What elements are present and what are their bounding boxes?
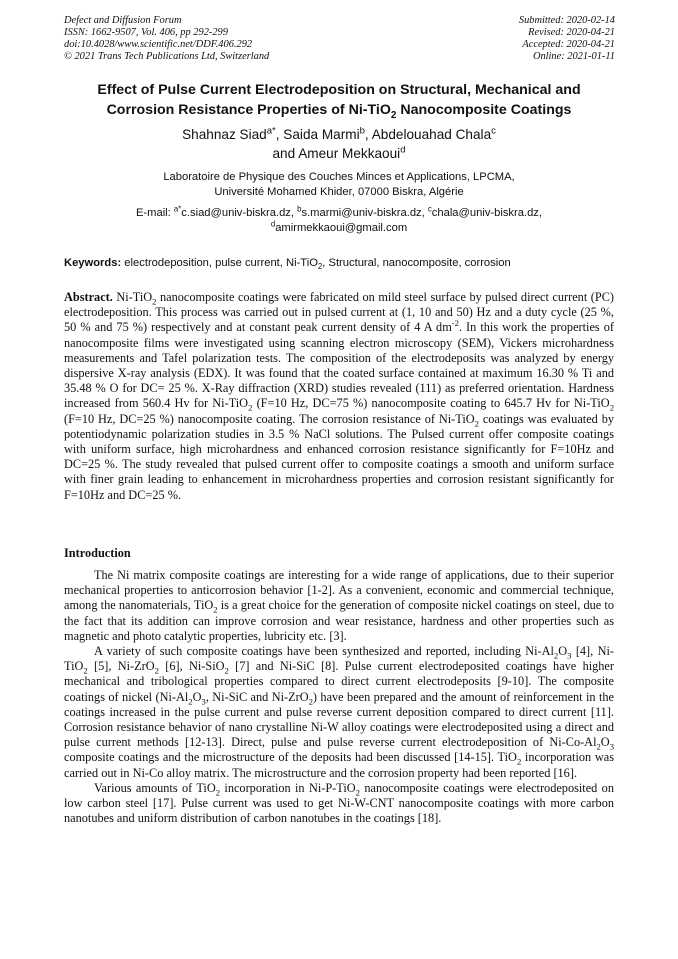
keywords-text: electrodeposition, pulse current, Ni-TiO (121, 257, 318, 269)
abstract-subscript: 2 (152, 296, 157, 307)
email-marker: d (270, 219, 276, 229)
paper-title (40, 80, 638, 120)
abstract-superscript: -2 (451, 318, 459, 329)
keywords (64, 256, 614, 270)
email-address[interactable]: amirmekkaoui@gmail.com (275, 222, 408, 234)
subscript: 2 (553, 650, 559, 661)
title-text: Nanocomposite Coatings (396, 102, 572, 118)
intro-paragraph-1 (64, 568, 614, 644)
email-address[interactable]: chala@univ-biskra.dz, (431, 207, 543, 219)
paragraph-text: O (558, 644, 568, 659)
title-line-1: Effect of Pulse Current Electrodeposition on Structural, Mechanical and (97, 82, 581, 98)
title-line-2 (40, 100, 638, 120)
email-label: E-mail: (135, 207, 174, 219)
subscript: 2 (224, 665, 229, 676)
paragraph-text: Various amounts of TiO (94, 780, 216, 795)
title-subscript: 2 (390, 109, 397, 121)
subscript: 3 (609, 741, 614, 752)
abstract (64, 290, 614, 503)
email-address[interactable]: s.marmi@univ-biskra.dz, (301, 207, 428, 219)
subscript: 2 (215, 787, 221, 798)
paragraph-text: [7] and Ni-SiC [8]. Pulse current electrodeposited coatings have higher mechanical and tribological properties compared to direct current electrodeposits [9-10]. The composite coatings of nickel (Ni-Al (64, 659, 614, 704)
paragraph-text: [6], Ni-SiO (158, 659, 225, 674)
abstract-text: coatings was evaluated by potentiodynamic polarization studies in 3.5 % NaCl solutions. The Pulsed current offer composite coatings with uniform surface, high microhardness and enhanced corrosion resistance significantly for F=10Hz and DC=25 %. The study revealed that pulsed current offer to composite coatings a smooth and uniform surface with finer grain leading to enhancement in microhardness properties and corrosion resistant significantly for F=10Hz and DC=25 %. (64, 411, 614, 502)
abstract-text: nanocomposite coatings were fabricated on mild steel surface by pulsed direct current (PC) electrodeposition. This process was carried out in pulsed current at (1, 10 and 50) Hz and a duty cycle (25 %, 50 % and 75 %) respectively and at constant peak current density of 4 A dm (64, 290, 614, 335)
accepted-date: Accepted: 2020-04-21 (522, 39, 615, 50)
paragraph-text: [5], Ni-ZrO (87, 659, 155, 674)
abstract-text: (F=10 Hz, DC=25 %) nanocomposite coating. The corrosion resistance of Ni-TiO (64, 411, 475, 426)
author-line-1 (40, 125, 638, 144)
paragraph-text: incorporation in Ni-P-TiO (220, 780, 356, 795)
author-marker: a* (266, 125, 276, 137)
copyright-line: © 2021 Trans Tech Publications Ltd, Switzerland (64, 51, 270, 62)
author-name: , Saida Marmi (275, 127, 360, 142)
abstract-text: Ni-TiO (112, 290, 153, 304)
journal-name: Defect and Diffusion Forum (64, 15, 182, 26)
doi-line[interactable]: doi:10.4028/www.scientific.net/DDF.406.292 (64, 39, 253, 50)
paragraph-text: composite coatings and the microstructure of the deposits had been discussed [14-15]. TiO (64, 750, 517, 765)
submitted-date: Submitted: 2020-02-14 (518, 15, 615, 26)
issn-line: ISSN: 1662-9507, Vol. 406, pp 292-299 (64, 27, 228, 38)
subscript: 2 (308, 696, 313, 707)
intro-paragraph-2 (64, 644, 614, 781)
affiliation (40, 170, 638, 200)
paragraph-text: nanocomposite coatings were electrodeposited on low carbon steel [17]. Pulse current was used to get Ni-W-CNT nanocomposite coatings with more carbon nanotubes and uniform distribution of carbon nanotubes in the coatings [18]. (64, 780, 614, 826)
affiliation-line-2: Université Mohamed Khider, 07000 Biskra, Algérie (214, 186, 464, 198)
paragraph-text: ) have been prepared and the amount of reinforcement in the coatings increased in the pulse current and pulse reverse current deposition compared to direct current [11]. Corrosion resistance behavior of nano crystalline Ni-W alloy coatings were electrodeposited using a direct and pulse current methods [12-13]. Direct, pulse and pulse reverse current electrodeposition of Ni-Co-Al (64, 689, 615, 750)
subscript: 2 (154, 665, 159, 676)
introduction-heading: Introduction (64, 546, 131, 560)
subscript: 2 (213, 604, 218, 615)
abstract-text: . In this work the properties of nanocomposite films were investigated using scanning electron microscopy (SEM), Vickers microhardness measurements and Tafel polarization tests. The composition of the electrodeposits was analyzed by energy dispersive X-ray analysis (EDX). It was found that the coated surface contained at maximum 16.30 % Ti and 35.48 % O for DC= 25 %. X-Ray diffraction (XRD) studies revealed (111) as preferred orientation. Hardness increased from 560.4 Hv for Ni-TiO (64, 320, 614, 411)
email-marker: a* (173, 204, 182, 214)
author-marker: c (491, 125, 496, 137)
subscript: 3 (201, 696, 206, 707)
author-name: , Abdelouahad Chala (364, 127, 492, 142)
author-list (40, 125, 638, 163)
subscript: 2 (516, 756, 522, 767)
abstract-subscript: 2 (474, 418, 479, 429)
paragraph-text: A variety of such composite coatings have been synthesized and reported, including Ni-Al (94, 644, 554, 659)
abstract-subscript: 2 (248, 402, 253, 413)
paragraph-text: The Ni matrix composite coatings are interesting for a wide range of applications, due to their superior mechanical properties to anticorrosion behavior [1-2]. As a convenient, economic and commercial technique, among the nanomaterials, TiO (64, 568, 614, 613)
author-marker: b (359, 125, 365, 137)
title-text: Corrosion Resistance Properties of Ni-TiO (106, 102, 391, 118)
paragraph-text: O (192, 689, 202, 704)
paragraph-text: is a great choice for the generation of composite nickel coatings on steel, due to the fact that its addition can improve corrosion and wear resistance, hardness and other properties such as magnetic and photo catalytic properties, lubricity etc. [3]. (64, 598, 615, 643)
online-date: Online: 2021-01-11 (532, 51, 615, 62)
email-marker: c (427, 204, 432, 214)
paragraph-text: [4], Ni-TiO (64, 644, 614, 674)
abstract-label: Abstract. (64, 290, 113, 304)
dates-header (519, 15, 615, 63)
subscript: 2 (83, 665, 88, 676)
subscript: 2 (355, 787, 360, 798)
author-line-2 (40, 144, 638, 163)
subscript: 2 (188, 696, 193, 707)
email-block (40, 206, 638, 236)
email-address[interactable]: c.siad@univ-biskra.dz, (181, 207, 298, 219)
author-name: and Ameur Mekkaoui (272, 146, 401, 161)
journal-header (64, 15, 269, 63)
paragraph-text: , Ni-SiC and Ni-ZrO (205, 689, 309, 704)
email-marker: b (297, 204, 302, 214)
email-line-1 (40, 206, 638, 221)
author-marker: d (400, 144, 406, 156)
keywords-label: Keywords: (64, 257, 122, 269)
keywords-subscript: 2 (317, 262, 323, 272)
paragraph-text: O (600, 735, 610, 750)
introduction-body (64, 568, 614, 826)
revised-date: Revised: 2020-04-21 (528, 27, 615, 38)
abstract-subscript: 2 (609, 402, 614, 413)
intro-paragraph-3 (64, 781, 614, 827)
affiliation-line-1: Laboratoire de Physique des Couches Minces et Applications, LPCMA, (163, 171, 515, 183)
abstract-text: (F=10 Hz, DC=75 %) nanocomposite coating to 645.7 Hv for Ni-TiO (252, 396, 610, 411)
paragraph-text: incorporation was carried out in Ni-Co alloy matrix. The microstructure and the corrosion property had been reported [16]. (64, 750, 614, 780)
email-line-2 (40, 221, 638, 236)
subscript: 2 (596, 741, 601, 752)
author-name: Shahnaz Siad (182, 127, 267, 142)
subscript: 3 (567, 650, 572, 661)
keywords-text: , Structural, nanocomposite, corrosion (322, 257, 511, 269)
